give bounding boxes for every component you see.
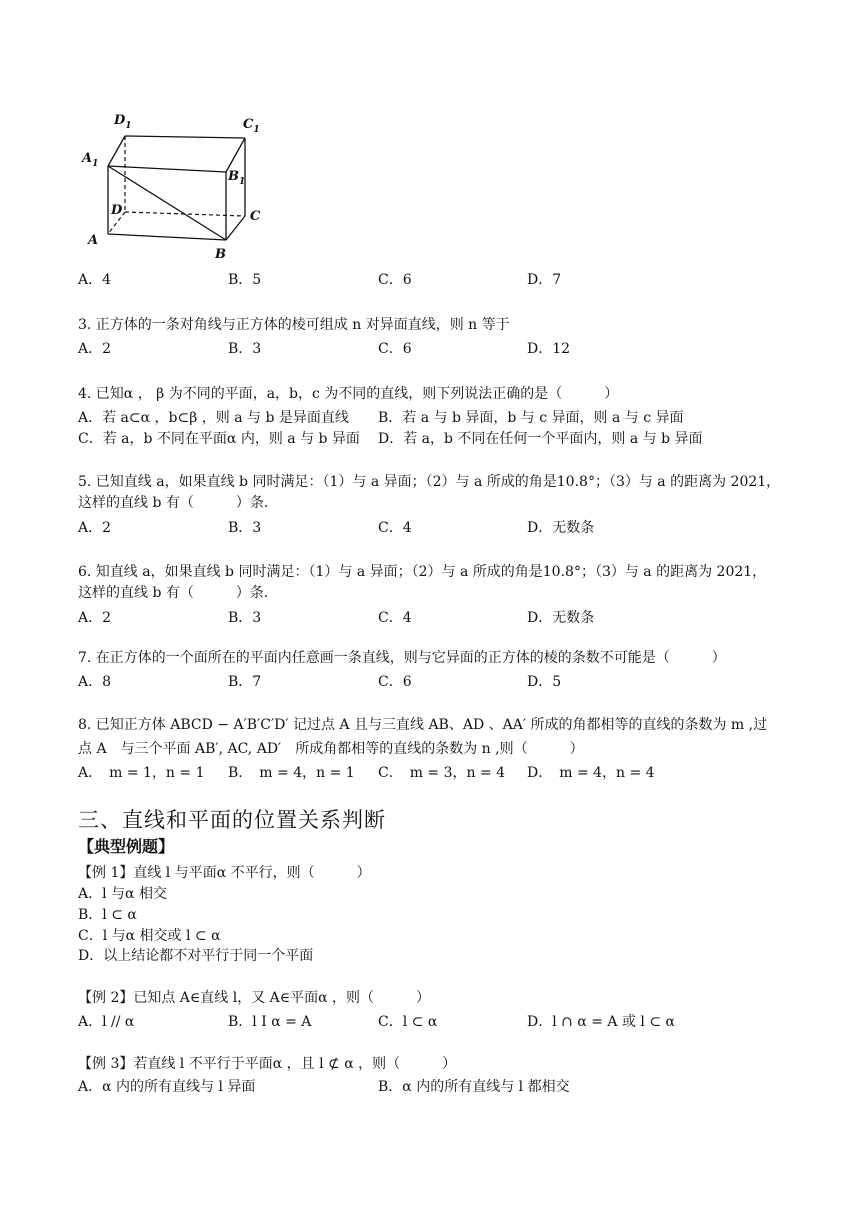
q8-stem-line2: 点 A 与三个平面 AB′, AC, AD′ 所成角都相等的直线的条数为 n ,则（ ）: [78, 741, 584, 757]
q1-option-c: C．6: [378, 272, 412, 288]
vertex-a-label: A: [88, 233, 99, 248]
q4-option-b: B．若 a 与 b 异面，b 与 c 异面，则 a 与 c 异面: [378, 410, 684, 426]
q8-option-d: D． m = 4，n = 4: [527, 765, 655, 781]
q3-option-d: D．12: [527, 341, 571, 357]
vertex-d1-label: $D_1$: [114, 113, 132, 131]
section-subtitle: 【典型例题】: [78, 837, 175, 856]
vertex-d-label: D: [111, 203, 123, 218]
q7-option-c: C．6: [378, 674, 412, 690]
q5-option-c: C．4: [378, 520, 412, 536]
q6-option-b: B．3: [228, 610, 262, 626]
q5-option-a: A．2: [78, 520, 112, 536]
q7-stem: 7. 在正方体的一个面所在的平面内任意画一条直线，则与它异面的正方体的棱的条数不可能是（ ）: [78, 650, 726, 666]
ex2-option-a: A．l // α: [78, 1014, 135, 1030]
ex1-option-b: B．l ⊂ α: [78, 907, 137, 923]
q6-stem-line1: 6. 知直线 a，如果直线 b 同时满足：（1）与 a 异面；（2）与 a 所成的角是10.8°；（3）与 a 的距离为 2021，: [78, 564, 767, 580]
ex2-option-b: B．l I α = A: [228, 1014, 312, 1030]
vertex-c-label: C: [250, 209, 261, 224]
cuboid-figure: [78, 108, 268, 263]
q5-option-d: D．无数条: [527, 520, 595, 536]
q3-option-a: A．2: [78, 341, 112, 357]
q4-option-d: D．若 a，b 不同在任何一个平面内，则 a 与 b 异面: [378, 431, 703, 447]
cuboid-diagram: [78, 108, 268, 263]
ex1-stem: 【例 1】直线 l 与平面α 不平行，则（ ）: [78, 865, 371, 881]
q7-option-b: B．7: [228, 674, 262, 690]
q6-option-d: D．无数条: [527, 610, 595, 626]
q4-option-c: C．若 a，b 不同在平面α 内，则 a 与 b 异面: [78, 431, 360, 447]
ex3-option-a: A．α 内的所有直线与 l 异面: [78, 1079, 256, 1095]
q4-stem: 4. 已知α ， β 为不同的平面，a，b，c 为不同的直线，则下列说法正确的是（ ）: [78, 386, 619, 402]
q4-option-a: A．若 a⊂α ，b⊂β ，则 a 与 b 是异面直线: [78, 410, 349, 426]
q3-option-b: B．3: [228, 341, 262, 357]
q3-stem: 3. 正方体的一条对角线与正方体的棱可组成 n 对异面直线，则 n 等于: [78, 317, 510, 333]
q8-option-a: A． m = 1，n = 1: [78, 765, 205, 781]
vertex-a1-label: $A_1$: [82, 151, 99, 169]
ex3-stem: 【例 3】若直线 l 不平行于平面α ，且 l ⊄ α ，则（ ）: [78, 1056, 457, 1072]
ex2-option-d: D．l ∩ α = A 或 l ⊂ α: [527, 1014, 675, 1030]
vertex-b1-label: $B_1$: [228, 169, 246, 187]
ex2-stem: 【例 2】已知点 A∈直线 l，又 A∈平面α ，则（ ）: [78, 990, 431, 1006]
q1-option-b: B．5: [228, 272, 262, 288]
q1-option-a: A．4: [78, 272, 112, 288]
q8-option-b: B． m = 4，n = 1: [228, 765, 355, 781]
q6-option-c: C．4: [378, 610, 412, 626]
q1-option-d: D．7: [527, 272, 562, 288]
q6-option-a: A．2: [78, 610, 112, 626]
q3-option-c: C．6: [378, 341, 412, 357]
q5-stem-line1: 5. 已知直线 a，如果直线 b 同时满足：（1）与 a 异面；（2）与 a 所成的角是10.8°；（3）与 a 的距离为 2021，: [78, 474, 781, 490]
ex3-option-b: B．α 内的所有直线与 l 都相交: [378, 1079, 570, 1095]
vertex-b-label: B: [215, 247, 226, 262]
q7-option-d: D．5: [527, 674, 562, 690]
ex1-option-c: C．l 与α 相交或 l ⊂ α: [78, 928, 221, 944]
section-title: 三、直线和平面的位置关系判断: [78, 808, 386, 832]
ex1-option-a: A．l 与α 相交: [78, 886, 167, 902]
q8-stem-line1: 8. 已知正方体 ABCD − A′B′C′D′ 记过点 A 且与三直线 AB、AD 、AA′ 所成的角都相等的直线的条数为 m ,过: [78, 717, 768, 733]
q5-stem-line2: 这样的直线 b 有（ ）条.: [78, 495, 269, 511]
q6-stem-line2: 这样的直线 b 有（ ）条.: [78, 585, 269, 601]
q7-option-a: A．8: [78, 674, 112, 690]
q8-option-c: C． m = 3，n = 4: [378, 765, 506, 781]
q5-option-b: B．3: [228, 520, 262, 536]
ex1-option-d: D．以上结论都不对平行于同一个平面: [78, 948, 314, 964]
ex2-option-c: C．l ⊂ α: [378, 1014, 438, 1030]
vertex-c1-label: $C_1$: [243, 117, 260, 135]
